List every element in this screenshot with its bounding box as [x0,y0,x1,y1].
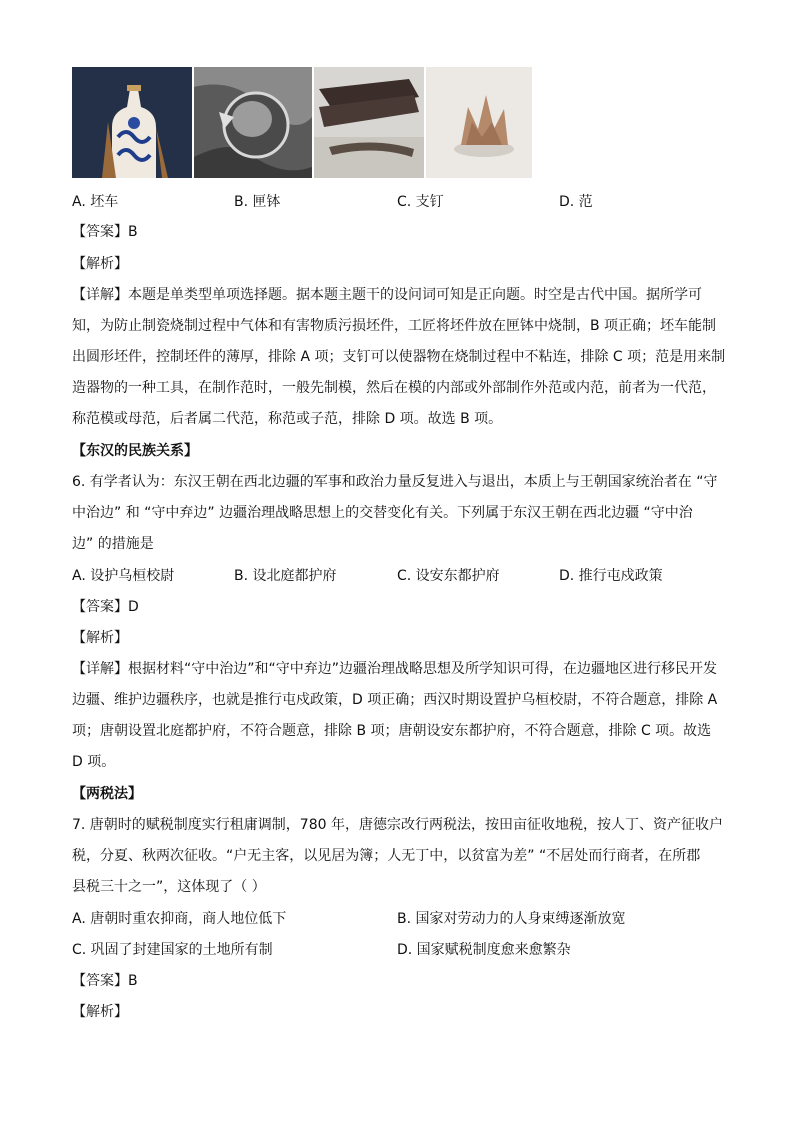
q5-answer: 【答案】B [72,224,138,240]
q6-option-a[interactable]: A. 设护乌桓校尉 [72,568,175,584]
q6-detail-line: D 项。 [72,754,116,770]
q5-option-d[interactable]: D. 范 [559,194,593,210]
q7-stem-line: 7. 唐朝时的赋税制度实行租庸调制，780 年，唐德宗改行两税法，按田亩征收地税，按人丁、资产征收户 [72,817,723,833]
q5-detail-line: 称范模或母范，后者属二代范，称范或子范，排除 D 项。故选 B 项。 [72,411,503,427]
q5-detail-line: 【详解】本题是单类型单项选择题。据本题主题干的设问词可知是正向题。时空是古代中国。据所学可 [72,287,702,303]
saggar-image [194,67,312,178]
q7-answer: 【答案】B [72,973,138,989]
q5-detail-line: 出圆形坯件，控制坯件的薄厚，排除 A 项；支钉可以使器物在烧制过程中不粘连，排除 C 项；范是用来制 [72,349,726,365]
q5-option-c[interactable]: C. 支钉 [397,194,444,210]
q5-detail-line: 造器物的一种工具，在制作范时，一般先制模，然后在模的内部或外部制作外范或内范，前者为一代范， [72,380,716,396]
q5-detail-line: 知，为防止制瓷烧制过程中气体和有害物质污损坯件，工匠将坯件放在匣钵中烧制，B 项正确；坯车能制 [72,318,717,334]
q6-option-c[interactable]: C. 设安东都护府 [397,568,500,584]
q7-option-a[interactable]: A. 唐朝时重农抑商，商人地位低下 [72,911,287,927]
kiln-spur-image [314,67,424,178]
pottery-wheel-image [72,67,192,178]
q7-stem-line: 税，分夏、秋两次征收。“户无主客，以见居为簿；人无丁中，以贫富为差” “不居处而行商者，在所郡 [72,848,701,864]
q5-analysis-heading: 【解析】 [72,256,128,272]
q5-option-a[interactable]: A. 坯车 [72,194,119,210]
q6-stem-line: 中治边” 和 “守中弃边” 边疆治理战略思想上的交替变化有关。下列属于东汉王朝在西北边疆 “守中治 [72,505,693,521]
q7-option-b[interactable]: B. 国家对劳动力的人身束缚逐渐放宽 [397,911,626,927]
q6-detail-line: 边疆、维护边疆秩序，也就是推行屯戍政策，D 项正确；西汉时期设置护乌桓校尉，不符合题意，排除 A [72,692,718,708]
q6-stem-line: 边” 的措施是 [72,536,154,552]
q6-option-d[interactable]: D. 推行屯戍政策 [559,568,663,584]
section-heading: 【两税法】 [72,786,142,802]
mold-image [426,67,532,178]
section-heading: 【东汉的民族关系】 [72,443,198,459]
q6-detail-line: 【详解】根据材料“守中治边”和“守中弃边”边疆治理战略思想及所学知识可得，在边疆地区进行移民开发 [72,661,718,677]
q5-option-b[interactable]: B. 匣钵 [234,194,281,210]
q6-answer: 【答案】D [72,599,139,615]
q7-option-c[interactable]: C. 巩固了封建国家的土地所有制 [72,942,273,958]
q6-detail-line: 项；唐朝设置北庭都护府，不符合题意，排除 B 项；唐朝设安东都护府，不符合题意，排除 C 项。故选 [72,723,712,739]
q6-stem-line: 6. 有学者认为：东汉王朝在西北边疆的军事和政治力量反复进入与退出，本质上与王朝国家统治者在 “守 [72,474,718,490]
q6-analysis-heading: 【解析】 [72,630,128,646]
q7-analysis-heading: 【解析】 [72,1004,128,1020]
q6-option-b[interactable]: B. 设北庭都护府 [234,568,337,584]
q7-stem-line: 县税三十之一”，这体现了（ ） [72,879,266,895]
q7-option-d[interactable]: D. 国家赋税制度愈来愈繁杂 [397,942,571,958]
